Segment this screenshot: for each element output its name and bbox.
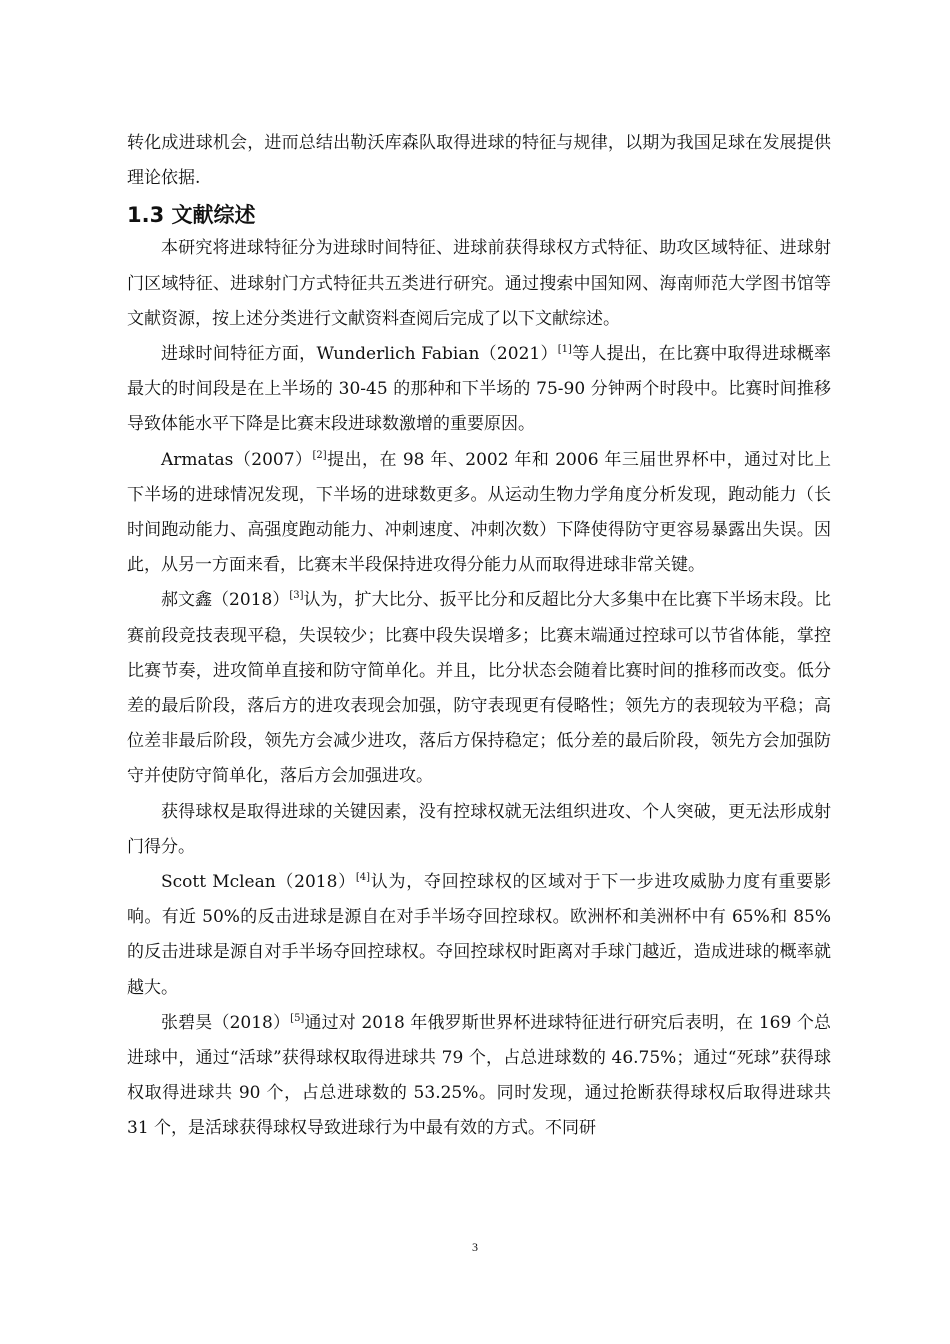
- paragraph-text: Scott Mclean（2018）: [161, 872, 356, 893]
- document-body: [127, 126, 831, 1147]
- paragraph-possession: 获得球权是取得进球的关键因素，没有控球权就无法组织进攻、个人突破，更无法形成射门得分。: [127, 801, 831, 857]
- citation-ref: [3]: [289, 590, 304, 602]
- page-number: 3: [472, 1240, 478, 1254]
- paragraph-goal-time: [127, 337, 831, 443]
- paragraph-armatas: [127, 443, 831, 584]
- paragraph-mclean: [127, 865, 831, 1006]
- paragraph-text: 进球时间特征方面，Wunderlich Fabian（2021）: [161, 344, 558, 365]
- paragraph-text: 认为，扩大比分、扳平比分和反超比分大多集中在比赛下半场末段。比赛前段竞技表现平稳，失误较少；比赛中段失误增多；比赛末端通过控球可以节省体能，掌控比赛节奏，进攻简单直接和防守简单化。并且，比分状态会随着比赛时间的推移而改变。低分差的最后阶段，落后方的进攻表现会加强，防守表现更有侵略性；领先方的表现较为平稳；高位差非最后阶段，领先方会减少进攻，落后方保持稳定；低分差的最后阶段，领先方会加强防守并使防守简单化，落后方会加强进攻。: [127, 590, 832, 787]
- paragraph-text: 郝文鑫（2018）: [161, 590, 290, 611]
- paragraph-text: 认为，夺回控球权的区域对于下一步进攻威胁力度有重要影响。有近 50%的反击进球是源自在对手半场夺回控球权。欧洲杯和美洲杯中有 65%和 85%的反击进球是源自对手半场夺回控球权。夺回控球权时距离对手球门越近，造成进球的概率就越大。: [127, 872, 831, 998]
- citation-ref: [1]: [557, 344, 572, 356]
- paragraph-text: 等人提出，在比赛中取得进球概率最大的时间段是在上半场的 30-45 的那种和下半场的 75-90 分钟两个时段中。比赛时间推移导致体能水平下降是比赛末段进球数激增的重要原因。: [127, 344, 831, 435]
- section-heading: 1.3 文献综述: [127, 203, 256, 228]
- paragraph-text: 通过对 2018 年俄罗斯世界杯进球特征进行研究后表明，在 169 个总进球中，通过“活球”获得球权取得进球共 79 个，占总进球数的 46.75%；通过“死球”获得球权取得进球共 90 个，占总进球数的 53.25%。同时发现，通过抢断获得球权后取得进球共 31 个，是活球获得球权导致进球行为中最有效的方式。不同研: [127, 1012, 832, 1139]
- paragraph-text: 提出，在 98 年、2002 年和 2006 年三届世界杯中，通过对比上下半场的进球情况发现，下半场的进球数更多。从运动生物力学角度分析发现，跑动能力（长时间跑动能力、高强度跑动能力、冲刺速度、冲刺次数）下降使得防守更容易暴露出失误。因此，从另一方面来看，比赛末半段保持进攻得分能力从而取得进球非常关键。: [127, 449, 831, 576]
- citation-ref: [5]: [290, 1012, 305, 1024]
- paragraph-text: 张碧昊（2018）: [161, 1012, 291, 1033]
- citation-ref: [4]: [355, 872, 371, 884]
- citation-ref: [2]: [312, 449, 327, 461]
- continuation-paragraph: 转化成进球机会，进而总结出勒沃库森队取得进球的特征与规律，以期为我国足球在发展提供理论依据.: [127, 133, 831, 189]
- paragraph-text: Armatas（2007）: [161, 449, 313, 470]
- paragraph-scope: 本研究将进球特征分为进球时间特征、进球前获得球权方式特征、助攻区域特征、进球射门区域特征、进球射门方式特征共五类进行研究。通过搜索中国知网、海南师范大学图书馆等文献资源，按上述分类进行文献资料查阅后完成了以下文献综述。: [127, 238, 831, 329]
- paragraph-zhang: [127, 1006, 831, 1147]
- paragraph-hao: [127, 583, 831, 794]
